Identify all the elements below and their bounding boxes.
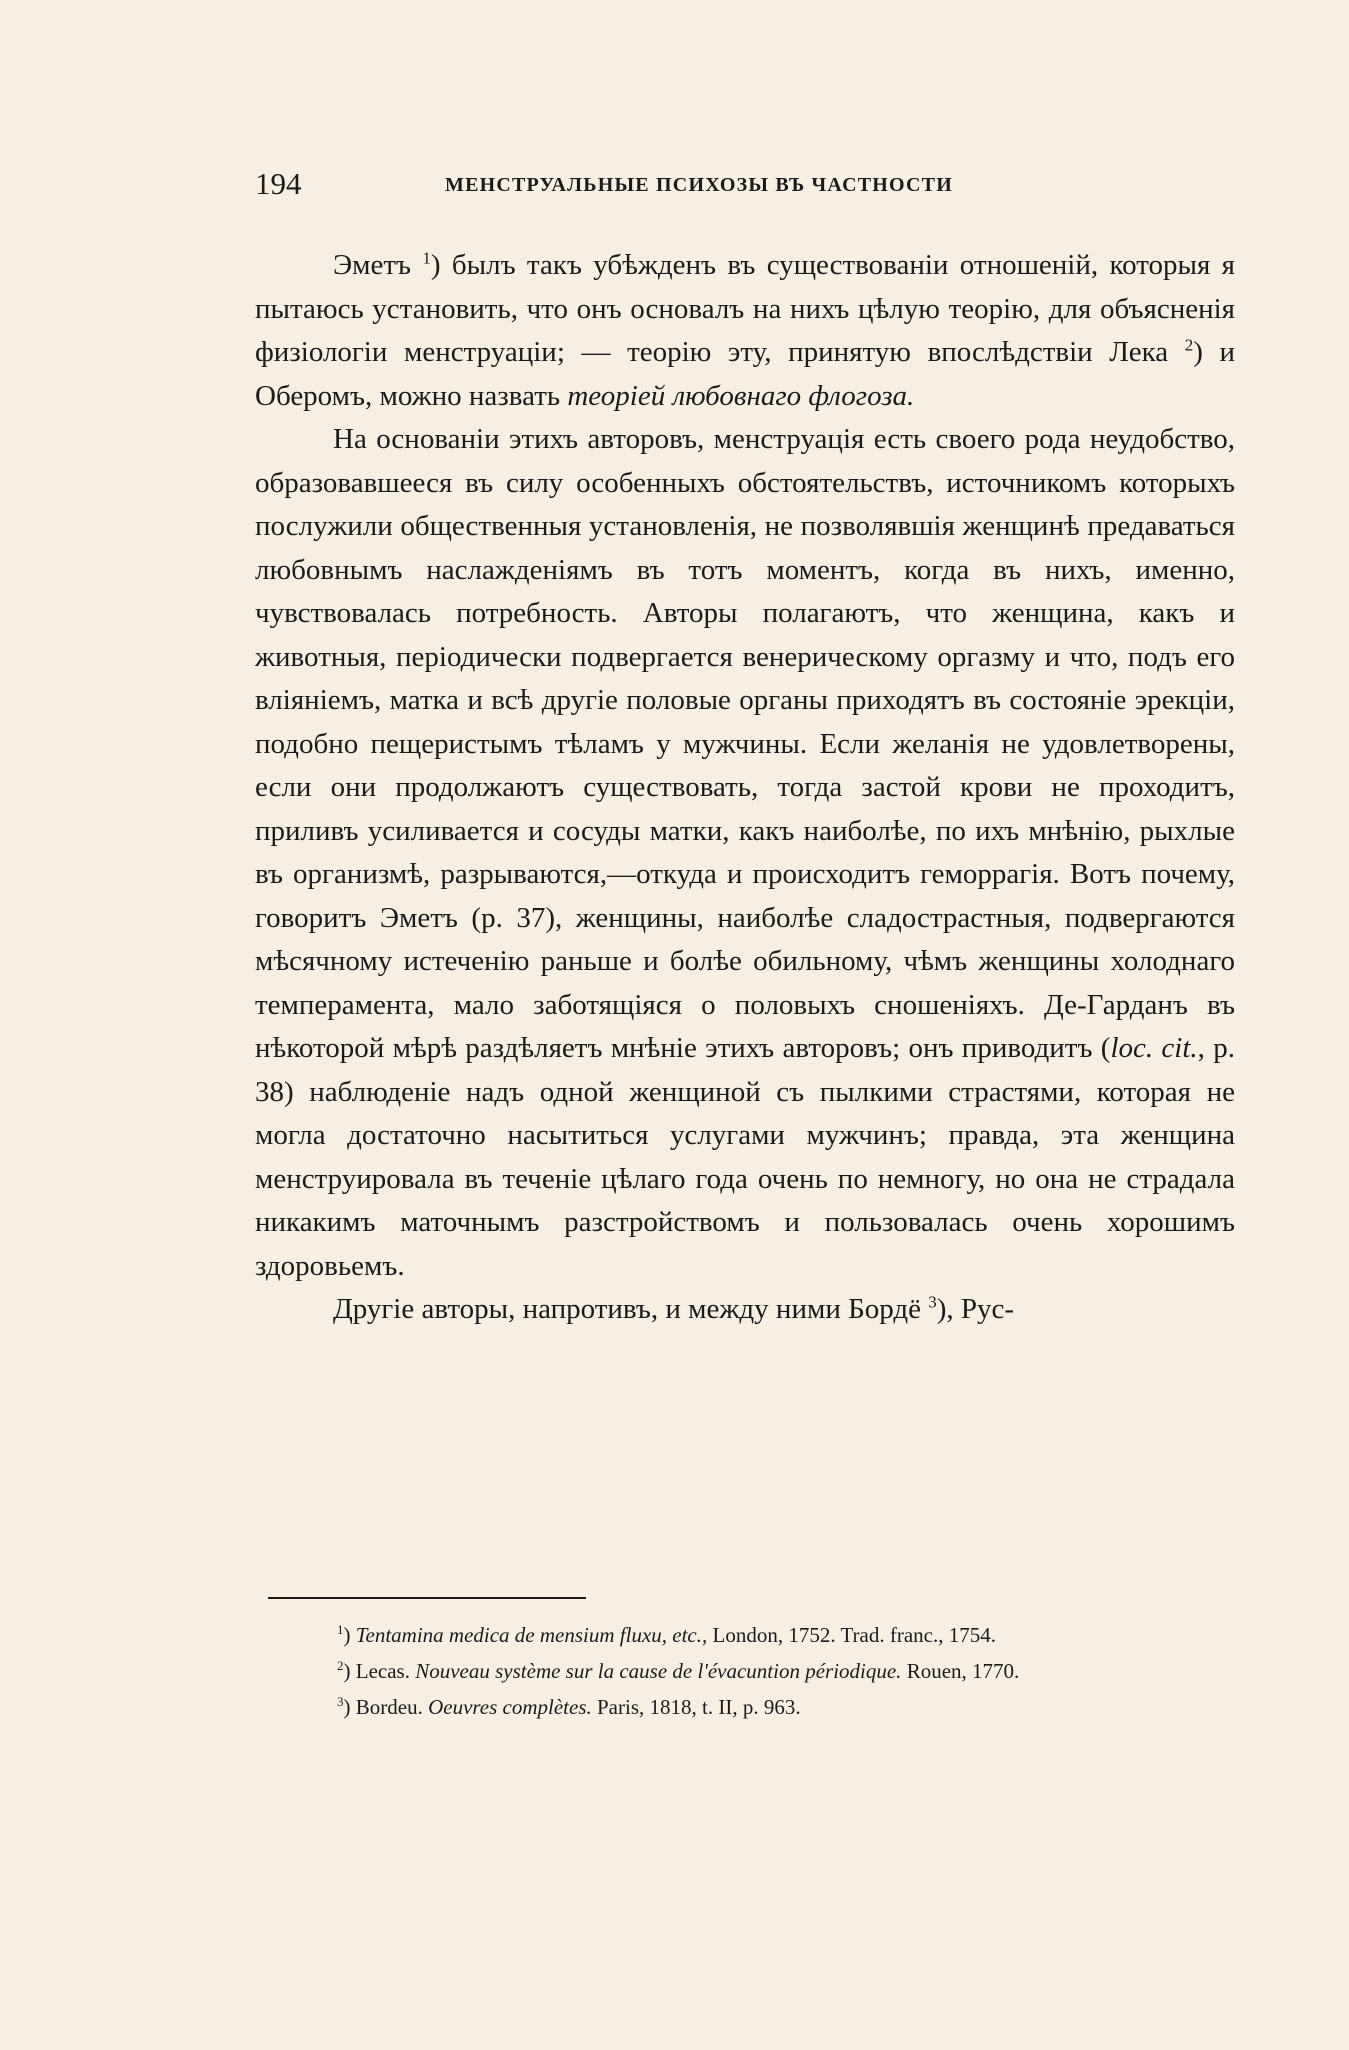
footnote-3-title: Oeuvres complètes. — [428, 1695, 592, 1719]
footnote-ref-3: 3 — [928, 1292, 937, 1312]
footnotes — [255, 1617, 1235, 1725]
paragraph-3-text-b: ), Рус- — [936, 1293, 1015, 1325]
footnote-mark-2: 2 — [337, 1658, 344, 1673]
footnote-ref-1: 1 — [422, 248, 431, 268]
footnote-2-title: Nouveau système sur la cause de l'évacuntion périodique. — [415, 1659, 902, 1683]
page-header — [255, 166, 1235, 208]
paragraph-2-italic: loc. cit. — [1110, 1032, 1198, 1064]
footnote-3-rest: Paris, 1818, t. II, p. 963. — [591, 1695, 801, 1719]
paragraph-2-text: На основаніи этихъ авторовъ, менструація есть своего рода неудобство, образовавшееся въ силу особенныхъ обстоятельствъ, источникомъ которыхъ послужили общественныя установленія, не позволявшія женщинѣ предаваться любовнымъ наслажденіямъ въ тотъ моментъ, когда въ нихъ, именно, чувствовалась потребность. Авторы полагаютъ, что женщина, какъ и животныя, періодически подвергается венерическому оргазму и что, подъ его вліяніемъ, матка и всѣ другіе половые органы приходятъ въ состояніе эрекціи, подобно пещеристымъ тѣламъ у мужчины. Если желанія не удовлетворены, если они продолжаютъ существовать, тогда застой крови не проходитъ, приливъ усиливается и сосуды матки, какъ наиболѣе, по ихъ мнѣнію, рыхлые въ организмѣ, разрываются,—откуда и происходитъ геморрагія. Вотъ почему, говоритъ Эметъ (p. 37), женщины, наиболѣе сладострастныя, подвергаются мѣсячному истеченію раньше и болѣе обильному, чѣмъ женщины холоднаго темперамента, мало заботящіяся о половыхъ сношеніяхъ. Де-Гарданъ въ нѣкоторой мѣрѣ раздѣляетъ мнѣніе этихъ авторовъ; онъ приводитъ ( — [255, 423, 1235, 1064]
paragraph-1-text-c: ) и Оберомъ, можно назвать — [255, 336, 1235, 412]
paragraph-2-text-end: , p. 38) наблюденіе надъ одной женщиной съ пылкими страстями, которая не могла достаточно насытиться услугами мужчинъ; правда, эта женщина менструировала въ теченіе цѣлаго года очень по немногу, но она не страдала никакимъ маточнымъ разстройствомъ и пользовалась очень хорошимъ здоровьемъ. — [255, 1032, 1235, 1282]
footnote-1-title: Tentamina medica de mensium fluxu, etc., — [355, 1623, 708, 1647]
paragraph-1 — [255, 244, 1235, 418]
footnote-2-author: Lecas. — [355, 1659, 416, 1683]
footnote-mark-3: 3 — [337, 1694, 344, 1709]
footnote-2-rest: Rouen, 1770. — [901, 1659, 1020, 1683]
footnote-3: $^3$) Bordeu. Oeuvres complètes. Paris, 1818, t. II, p. 963. — [337, 1694, 801, 1719]
footnote-1: $^1$) Tentamina medica de mensium fluxu, etc., London, 1752. Trad. franc., 1754. — [337, 1622, 996, 1647]
body-text — [255, 244, 1235, 1332]
paragraph-1-text-b: ) былъ такъ убѣжденъ въ существованіи отношеній, которыя я пытаюсь установить, что онъ основалъ на нихъ цѣлую теорію, для объясненія физіологіи менструаціи; — теорію эту, принятую впослѣдствіи Лека — [255, 249, 1236, 368]
footnote-3-author: Bordeu. — [355, 1695, 429, 1719]
paragraph-3-text-a: Другіе авторы, напротивъ, и между ними Бордё — [333, 1293, 929, 1325]
paragraph-1-italic: теоріей любовнаго флогоза. — [567, 379, 915, 412]
running-title: МЕНСТРУАЛЬНЫЕ ПСИХОЗЫ ВЪ ЧАСТНОСТИ — [445, 174, 953, 196]
footnote-ref-2: 2 — [1184, 335, 1194, 355]
page-number: 194 — [255, 166, 302, 201]
footnote-mark-1: 1 — [337, 1622, 344, 1637]
footnote-1-rest: London, 1752. Trad. franc., 1754. — [707, 1623, 996, 1647]
paragraph-1-text-a: Эметъ — [333, 249, 423, 281]
footnote-2: $^2$) Lecas. Nouveau système sur la cause de l'évacuntion périodique. Rouen, 1770. — [337, 1658, 1020, 1683]
paragraph-2 — [255, 418, 1235, 1288]
footnote-rule — [268, 1597, 586, 1599]
paragraph-3 — [255, 1288, 1235, 1332]
